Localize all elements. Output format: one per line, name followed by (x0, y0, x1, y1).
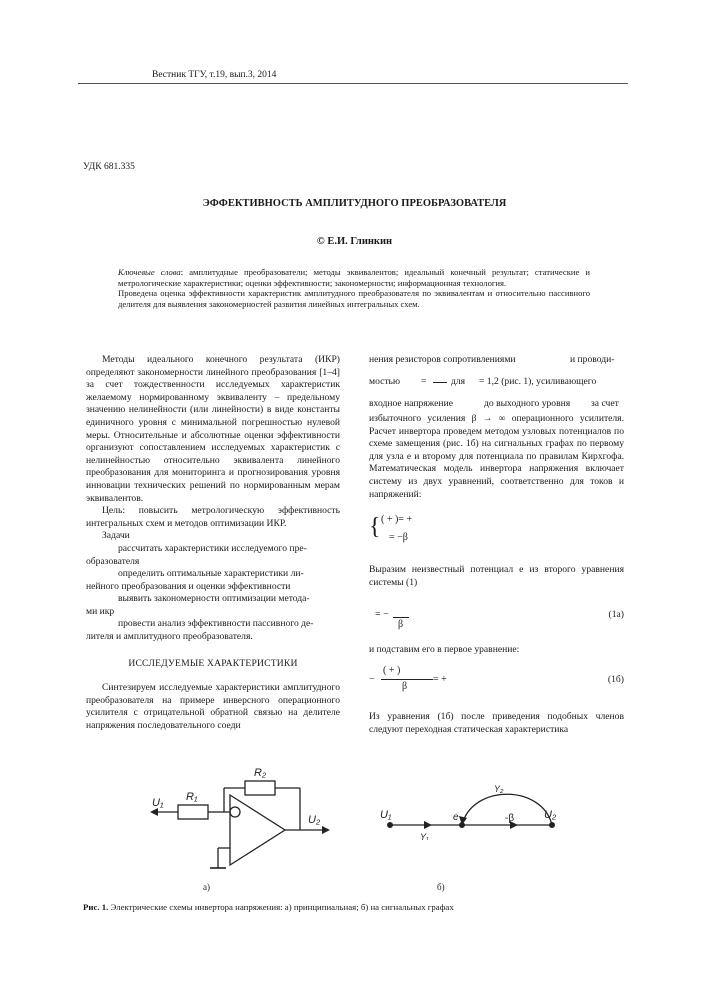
rc-express-paragraph: Выразим неизвестный потенциал e из второго уравнения системы (1) (369, 564, 624, 588)
rc-line1-a: нения резисторов сопротивлениями (369, 354, 516, 365)
section-heading: ИССЛЕДУЕМЫЕ ХАРАКТЕРИСТИКИ (128, 657, 298, 669)
eq1b-numerator: ( + ) (383, 665, 401, 676)
equation-system (369, 512, 624, 548)
system-brace: { (369, 514, 381, 540)
rc-line1-b: и проводи- (570, 354, 615, 365)
equation-1b (369, 667, 624, 701)
article-title: ЭФФЕКТИВНОСТЬ АМПЛИТУДНОГО ПРЕОБРАЗОВАТЕЛЯ (202, 198, 507, 209)
inverting-input-node (230, 807, 240, 817)
keywords-block (118, 267, 590, 309)
resistor-r1 (178, 805, 208, 819)
journal-header: Вестник ТГУ, т.19, вып.3, 2014 (152, 70, 277, 80)
system-eq-2: = −β (389, 532, 408, 543)
equation-1a (369, 607, 624, 637)
circuit-label-u1: U₁ (152, 797, 164, 809)
caption-label: Рис. 1. (83, 902, 109, 912)
task-2-line-2: нейного преобразования и оценки эффективности (86, 580, 291, 592)
graph-label-e: e (453, 812, 459, 823)
eq1a-number: (1а) (608, 609, 624, 620)
keywords-lead: Ключевые слова (118, 267, 181, 277)
eq1b-rhs: = + (433, 674, 447, 685)
task-3-line-2: ми икр (86, 605, 115, 617)
eq1b-fraction-bar (381, 679, 433, 680)
opamp-triangle (230, 795, 285, 865)
rc-result-paragraph: Из уравнения (1б) после приведения подобных членов следуют переходная статическая характеристика (369, 711, 624, 735)
graph-arrow-y1 (424, 821, 432, 829)
eq1a-denominator: β (398, 619, 404, 630)
task-1-line-1: рассчитать характеристики исследуемого пре- (118, 542, 307, 554)
rc-line3-a: входное напряжение (369, 398, 453, 409)
rc-line3-c: за счет (591, 398, 619, 409)
subfigure-label-a: а) (203, 882, 210, 892)
output-arrow (322, 826, 330, 834)
rc-line3-b: до выходного уровня (484, 398, 571, 409)
rc-line2-d: = 1,2 (рис. 1), усиливающего (479, 376, 597, 387)
rc-line2-a: мостью (369, 376, 401, 387)
task-4-line-2: лителя и амплитудного преобразователя. (86, 631, 253, 643)
graph-node-u1 (387, 822, 393, 828)
subfigure-label-b: б) (437, 882, 445, 892)
eq1a-fraction-bar (393, 617, 409, 618)
rc-line2-b: = (421, 376, 427, 387)
caption-text: Электрические схемы инвертора напряжения: а) принципиальная; б) на сигнальных графах (108, 902, 454, 912)
eq1b-prefix: − (369, 674, 375, 685)
task-1-line-2: образователя (86, 555, 140, 567)
abstract-text: Проведена оценка эффективности характеристик амплитудного преобразователя по эквивалентам и относительно пассивного делителя для выявления закономерностей развития линейных интегральных схем. (118, 288, 590, 309)
circuit-label-r1: R₁ (186, 791, 198, 803)
figure-caption (83, 902, 454, 912)
input-arrow (150, 808, 158, 816)
author-line: © Е.И. Глинкин (316, 236, 393, 247)
synthesis-paragraph: Синтезируем исследуемые характеристики амплитудного преобразователя на примере инверсного операционного усилителя с отрицательной обратной связью на делителе напряжения последовательного соеди (86, 682, 340, 732)
udk-code: УДК 681.335 (83, 162, 135, 172)
signal-graph (370, 770, 570, 840)
eq1a-lhs: = − (375, 609, 389, 620)
graph-label-u1: U₁ (380, 809, 392, 821)
keywords-text: : амплитудные преобразователи; методы эквивалентов; идеальный конечный результат; статические и метрологические характеристики; оценки эффективности; закономерности; информационная технология. (118, 267, 590, 288)
system-eq-1: ( + )= + (381, 514, 413, 525)
intro-paragraph: Методы идеального конечного результата (ИКР) определяют закономерности линейного преобразования [1–4] за счет тождественности исследуемых характеристик желаемому нормированному эквиваленту – предельному значению нелинейности (или линейности) в виде константы единичного уровня с минимальной погрешностью нулевой меры. Относительные и абсолютные оценки эффективности организуют сопоставлением исследуемых характеристик с нелинейностью относительно эквивалента линейного преобразования для мониторинга и прогнозирования уровня инновации технических решений по нормированным мерам эквивалентов. (86, 354, 340, 504)
circuit-schematic (140, 760, 350, 880)
rc-method-paragraph: избыточного усиления β → ∞ операционного усилителя. Расчет инвертора проведем методом узловых потенциалов по схеме замещения (рис. 1б) на сигнальных графах по первому для узла e и второму для потенциала по правилам Кирхгофа. Математическая модель инвертора напряжения включает систему из двух уравнений, соответственно для токов и напряжений: (369, 413, 624, 500)
task-4-line-1: провести анализ эффективности пассивного де- (118, 618, 314, 630)
graph-label-beta: -β (505, 813, 515, 824)
task-3-line-1: выявить закономерности оптимизации метода- (118, 593, 310, 605)
graph-label-y1: Y₁ (420, 832, 429, 840)
left-column (86, 354, 340, 733)
circuit-label-r2: R₂ (254, 767, 267, 779)
rc-substitute-paragraph: и подставим его в первое уравнение: (369, 644, 520, 655)
goal-paragraph: Цель: повысить метрологическую эффективность интегральных схем и методов оптимизации ИКР. (86, 505, 340, 529)
rc-line2-c: для (451, 376, 466, 387)
graph-label-u2: U₂ (544, 809, 557, 821)
circuit-label-u2: U₂ (308, 814, 321, 826)
header-rule (78, 83, 628, 84)
right-column (369, 354, 624, 754)
rc-line2-fraction (433, 372, 447, 383)
task-2-line-1: определить оптимальные характеристики ли- (118, 568, 304, 580)
eq1b-number: (1б) (607, 674, 624, 685)
resistor-r2 (245, 781, 275, 795)
graph-label-y2: Y₂ (494, 784, 504, 794)
tasks-heading: Задачи (102, 530, 130, 542)
eq1b-denominator: β (402, 681, 408, 692)
